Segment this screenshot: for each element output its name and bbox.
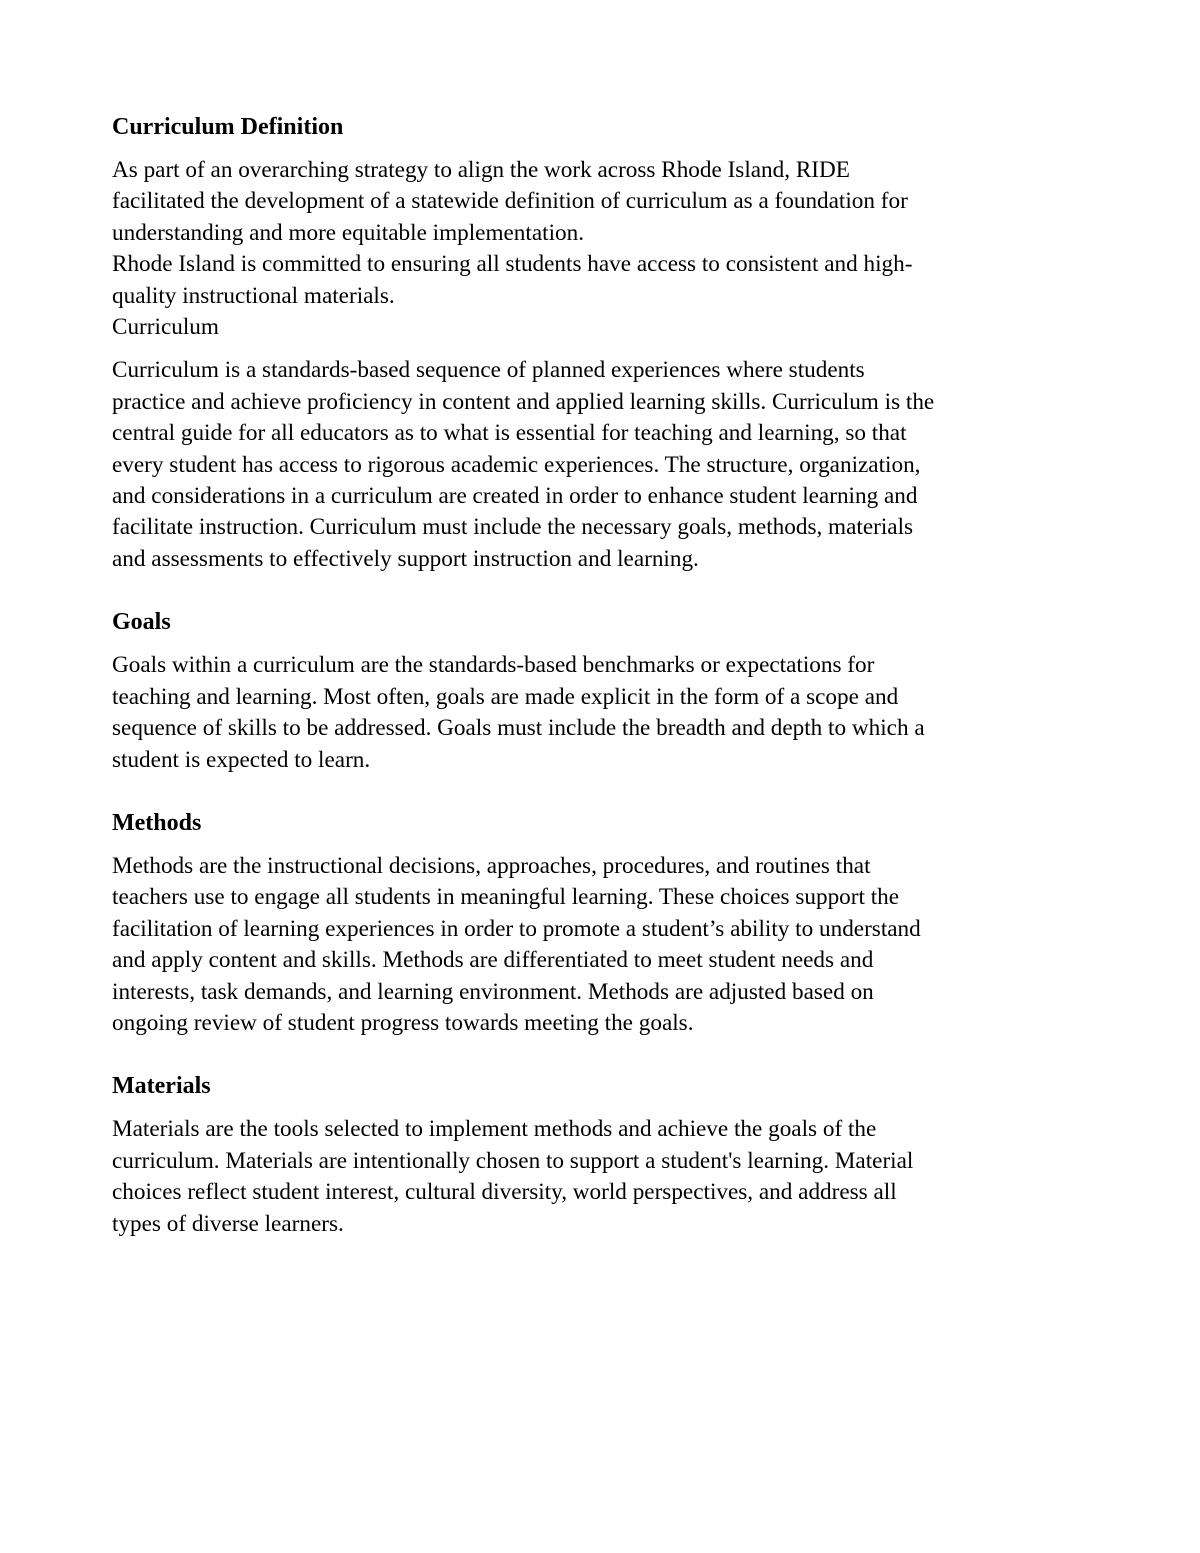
paragraph-line: types of diverse learners. [112, 1210, 344, 1237]
paragraph-line: practice and achieve proficiency in content and applied learning skills. Curriculum is the [112, 388, 935, 415]
paragraph-line: and assessments to effectively support instruction and learning. [112, 545, 699, 572]
section-heading-curriculum: Curriculum [112, 314, 219, 341]
paragraph-line: central guide for all educators as to what is essential for teaching and learning, so that [112, 420, 907, 447]
intro-paragraph [112, 155, 1102, 312]
paragraph-line: and apply content and skills. Methods are differentiated to meet student needs and [112, 947, 874, 974]
paragraph-line: choices reflect student interest, cultural diversity, world perspectives, and address all [112, 1179, 897, 1206]
section-heading-goals: Goals [112, 609, 171, 636]
paragraph-line: curriculum. Materials are intentionally chosen to support a student's learning. Material [112, 1147, 914, 1174]
intro-line: Rhode Island is committed to ensuring all students have access to consistent and high- [112, 251, 913, 278]
paragraph-line: teachers use to engage all students in meaningful learning. These choices support the [112, 884, 900, 911]
paragraph-line: Curriculum is a standards-based sequence of planned experiences where students [112, 357, 865, 384]
section-paragraph-methods [112, 851, 1102, 1039]
paragraph-line: Materials are the tools selected to implement methods and achieve the goals of the [112, 1116, 877, 1143]
intro-line: quality instructional materials. [112, 282, 395, 309]
paragraph-line: and considerations in a curriculum are created in order to enhance student learning and [112, 483, 918, 510]
intro-line: understanding and more equitable implementation. [112, 219, 584, 246]
paragraph-line: Goals within a curriculum are the standards-based benchmarks or expectations for [112, 652, 875, 679]
paragraph-line: interests, task demands, and learning environment. Methods are adjusted based on [112, 978, 874, 1005]
intro-line: As part of an overarching strategy to align the work across Rhode Island, RIDE [112, 157, 850, 183]
paragraph-line: sequence of skills to be addressed. Goals must include the breadth and depth to which a [112, 715, 925, 742]
paragraph-line: Methods are the instructional decisions, approaches, procedures, and routines that [112, 852, 871, 879]
paragraph-line: ongoing review of student progress towards meeting the goals. [112, 1009, 694, 1036]
document-title: Curriculum Definition [112, 114, 344, 140]
section-paragraph-materials [112, 1114, 1102, 1240]
section-paragraph-curriculum [112, 355, 1102, 575]
section-heading-methods: Methods [112, 809, 202, 836]
intro-line: facilitated the development of a statewide definition of curriculum as a foundation for [112, 188, 908, 215]
section-heading-materials: Materials [112, 1073, 211, 1100]
section-paragraph-goals [112, 650, 1102, 776]
paragraph-line: teaching and learning. Most often, goals are made explicit in the form of a scope and [112, 683, 899, 710]
document-page [112, 112, 1102, 1240]
paragraph-line: student is expected to learn. [112, 746, 371, 773]
paragraph-line: facilitation of learning experiences in order to promote a student’s ability to understand [112, 915, 921, 942]
paragraph-line: every student has access to rigorous academic experiences. The structure, organization, [112, 451, 921, 478]
paragraph-line: facilitate instruction. Curriculum must include the necessary goals, methods, materials [112, 514, 914, 541]
